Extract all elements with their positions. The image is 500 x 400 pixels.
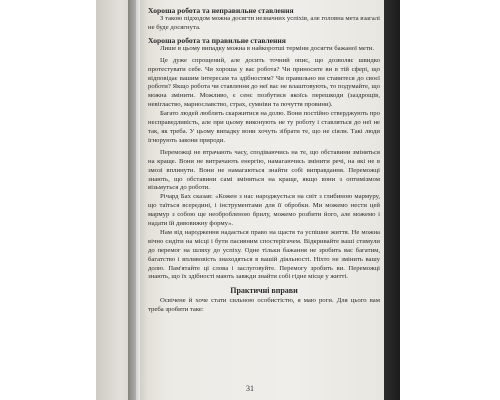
page-number: 31 (246, 384, 254, 393)
paragraph-7: Нам від народження надається право на щастя та успішне життя. Не можна вічно сидіти на місці і бути пасивним спостерігачем. Відкривайте ваші стимули до перемог на шляху до успіху. Одне тільки бажання не зробить вас багатим, багатство і впливовість знаходяться в вашій діяльності. Ніхто не змінить вашу долю. Пам'ятайте ці слова і заслуговуйте. Перемогу зробить ви. Переможці знають, що їх здібності мають завжди знайти собі гідне місце у житті. (148, 228, 380, 281)
paragraph-8: Освічене й хоче стати сильною особистістю, я маю роги. Для цього вам треба зробити таке: (148, 297, 380, 314)
paragraph-3: Це дуже спрощений, але досить точний опис, що дозволяє швидко протестувати себе. Чи хороша у вас робота? Чи приносите ви в тій сфері, що відповідає вашим інтересам та здібностям? Чи правильно ви ставитеся до своєї роботи? Якщо робота чи ставлення до неї вас не влаштовують, то подумайте, що можна змінити. Можливо, є сенс позбутися якоїсь перешкоди (заздрощів, невігластво, марнославство, страх, сумніви та почуття провини). (148, 56, 380, 109)
page-edge-shadow (384, 0, 400, 400)
paragraph-5: Переможці не втрачають часу, сподіваючись на те, що обставини зміняться на краще. Вони не витрачають енергію, намагаючись змінити речі, на які не в змозі вплинути. Вони не намагаються знайти собі виправдання. Переможці знають, що обставини самі зміняться на краще, якщо вони з оптимізмом візьмуться до роботи. (148, 148, 380, 192)
page-text-block (148, 6, 380, 315)
heading-good-work-right-attitude: Хороша робота та правильне ставлення (148, 35, 286, 45)
paragraph-1: З такою підходом можна досягти незначних успіхів, але головна мета взагалі не буде досягнута. (148, 15, 380, 31)
section-title-practical: Практичні вправи (230, 286, 298, 296)
paragraph-4: Багато людей люблять скаржитися на долю. Вони постійно стверджують про несправедливість, але при цьому виконують не ту роботу і ставляться до неї не так, як треба. У цьому випадку вони хочуть зібрати те, що не сіяли. Такі люди ігнорують закони природи. (148, 110, 380, 144)
book-gutter-shadow (128, 0, 148, 400)
heading-good-work-wrong-attitude: Хороша робота та неправильне ставлення (148, 6, 294, 15)
paragraph-6: Річард Бах сказав: «Кожен з нас народжується на світ з глибиною мармуру, що таїться всередині, і інструментами для її обробки. Ми можемо нести цей мармур з собою ще необробленою брилу, можемо розбити його, але можемо і надати їй дивовижну форму». (148, 193, 380, 228)
paragraph-2: Лише в цьому випадку можна в найкоротші терміни досягти бажаної мети. (160, 44, 375, 52)
